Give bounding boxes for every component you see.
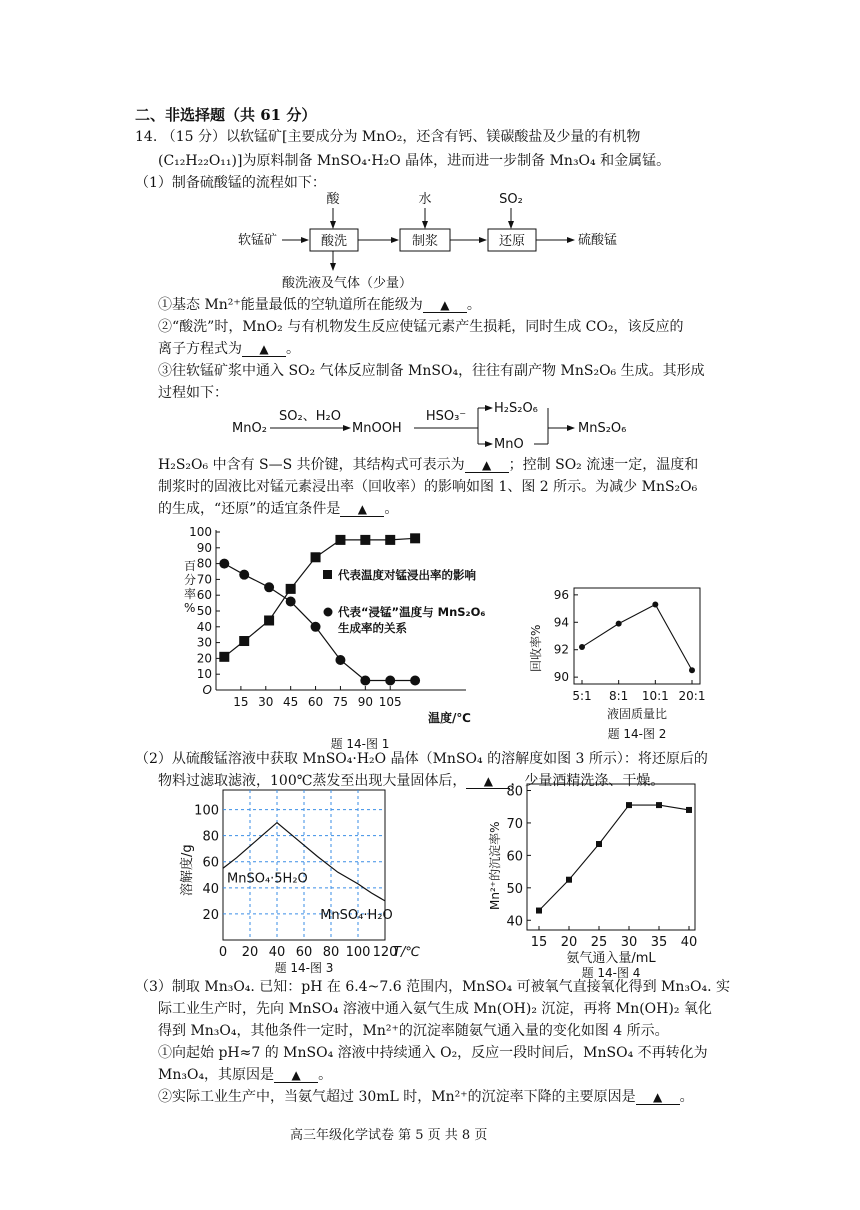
question-1-3b: 过程如下： bbox=[158, 385, 228, 401]
scheme-mns2o6: MnS₂O₆ bbox=[578, 421, 627, 436]
y-tick-label: 80 bbox=[196, 556, 212, 571]
y-tick-label: 70 bbox=[196, 572, 212, 587]
y-axis-label: 溶解度/g bbox=[180, 844, 195, 896]
x-tick-label: 15 bbox=[530, 935, 548, 950]
part2-line1: （2）从硫酸锰溶液中获取 MnSO₄·H₂O 晶体（MnSO₄ 的溶解度如图 3 所示）：将还原后的 bbox=[135, 751, 708, 767]
chart-caption: 题 14-图 4 bbox=[581, 966, 641, 980]
part3-line1: （3）制取 Mn₃O₄. 已知：pH 在 6.4~7.6 范围内，MnSO₄ 可被氧气直接氧化得到 Mn₃O₄. 实 bbox=[135, 979, 730, 995]
flow-start-label: 软锰矿 bbox=[238, 233, 278, 248]
data-point-square bbox=[385, 535, 395, 545]
data-point-circle bbox=[264, 582, 274, 592]
question-intro-line1: 14. （15 分）以软锰矿[主要成分为 MnO₂，还含有钙、镁碳酸盐及少量的有机物 bbox=[135, 129, 641, 145]
y-axis-label: 回收率% bbox=[529, 624, 543, 672]
data-point-circle bbox=[239, 570, 249, 580]
y-tick-label: 10 bbox=[196, 667, 212, 682]
x-tick-label: 20 bbox=[241, 945, 259, 960]
flow-input-water: 水 bbox=[418, 192, 432, 207]
legend-circle-marker bbox=[324, 608, 333, 617]
annotation-pentahydrate: MnSO₄·5H₂O bbox=[227, 871, 308, 887]
x-tick-label: 30 bbox=[258, 695, 274, 709]
plot-frame bbox=[574, 588, 700, 684]
data-point bbox=[656, 802, 662, 808]
data-point-circle bbox=[360, 676, 370, 686]
chart-caption: 题 14-图 3 bbox=[274, 961, 334, 975]
y-tick-label: 100 bbox=[194, 803, 219, 819]
legend-label-2-cont: 生成率的关系 bbox=[338, 621, 407, 635]
flow-input-acid: 酸 bbox=[326, 192, 340, 207]
x-tick-label: 15 bbox=[233, 695, 249, 709]
x-axis-label: 氨气通入量/mL bbox=[566, 951, 656, 966]
y-tick-label: 80 bbox=[506, 784, 523, 800]
x-tick-label: 100 bbox=[345, 945, 371, 960]
y-tick-label: 90 bbox=[553, 670, 569, 685]
flow-byproduct: 酸洗液及气体（少量） bbox=[282, 276, 413, 291]
x-tick-label: 40 bbox=[680, 935, 698, 950]
x-axis-label: T/℃ bbox=[393, 945, 420, 960]
x-tick-label: 40 bbox=[268, 945, 286, 960]
scheme-mno: MnO bbox=[494, 437, 524, 452]
part3-q2: ②实际工业生产中，当氨气超过 30mL 时，Mn²⁺的沉淀率下降的主要原因是 ▲ 。 bbox=[158, 1089, 694, 1105]
x-tick-label: 8:1 bbox=[609, 689, 629, 703]
y-axis-label: 率 bbox=[184, 587, 197, 601]
chart-fig1 bbox=[170, 522, 510, 752]
y-tick-label: 60 bbox=[196, 588, 212, 603]
x-tick-label: 120 bbox=[372, 945, 398, 960]
part1-heading: （1）制备硫酸锰的流程如下： bbox=[135, 175, 326, 191]
question-1-3a: ③往软锰矿浆中通入 SO₂ 气体反应制备 MnSO₄，往往有副产物 MnS₂O₆ 生成。其形成 bbox=[158, 363, 705, 379]
y-tick-label: 100 bbox=[189, 525, 212, 539]
y-tick-label: 60 bbox=[202, 855, 219, 871]
chart-caption: 题 14-图 2 bbox=[607, 727, 667, 741]
data-point-square bbox=[264, 615, 274, 625]
question-intro-line2: (C₁₂H₂₂O₁₁)]为原料制备 MnSO₄·H₂O 晶体，进而进一步制备 Mn₃O₄ 和金属锰。 bbox=[158, 153, 671, 169]
x-tick-label: 90 bbox=[357, 695, 373, 709]
chart-fig2 bbox=[520, 580, 720, 752]
data-point-square bbox=[239, 636, 249, 646]
scheme-mnooh: MnOOH bbox=[352, 421, 402, 436]
y-tick-label: 20 bbox=[196, 651, 212, 666]
data-point-square bbox=[335, 535, 345, 545]
part3-q1-line2: Mn₃O₄，其原因是 ▲ 。 bbox=[158, 1067, 333, 1083]
page-footer: 高三年级化学试卷 第 5 页 共 8 页 bbox=[290, 1128, 488, 1143]
data-point bbox=[566, 877, 572, 883]
part3-line2: 际工业生产时，先向 MnSO₄ 溶液中通入氨气生成 Mn(OH)₂ 沉淀，再将 Mn(OH)₂ 氧化 bbox=[158, 1001, 712, 1017]
data-point-square bbox=[311, 552, 321, 562]
series-line bbox=[539, 805, 689, 910]
chart-caption: 题 14-图 1 bbox=[330, 737, 390, 751]
question-1-2a: ②“酸洗”时，MnO₂ 与有机物发生反应使锰元素产生损耗，同时生成 CO₂，该反应的 bbox=[158, 319, 684, 335]
data-point-circle bbox=[219, 559, 229, 569]
legend-label-1: 代表温度对锰浸出率的影响 bbox=[338, 568, 476, 582]
chart-fig3 bbox=[175, 786, 420, 978]
y-tick-label: 94 bbox=[553, 615, 569, 630]
annotation-monohydrate: MnSO₄·H₂O bbox=[320, 908, 393, 924]
series-line bbox=[582, 604, 692, 670]
data-point bbox=[579, 644, 585, 650]
plot-frame bbox=[527, 784, 695, 930]
part2-line2: 物料过滤取滤液，100℃蒸发至出现大量固体后， ▲ ，少量酒精洗涤、干燥。 bbox=[158, 773, 665, 789]
data-point-circle bbox=[311, 622, 321, 632]
flow-input-so2: SO₂ bbox=[499, 192, 523, 207]
flow-box-reduce: 还原 bbox=[498, 234, 526, 249]
y-tick-label: 92 bbox=[553, 642, 569, 657]
y-axis-label: % bbox=[184, 601, 196, 615]
scheme-h2s2o6: H₂S₂O₆ bbox=[494, 401, 538, 416]
x-tick-label: 0 bbox=[218, 945, 228, 960]
y-tick-label: 40 bbox=[196, 619, 212, 634]
x-tick-label: 80 bbox=[322, 945, 340, 960]
y-tick-label: 50 bbox=[506, 881, 523, 897]
scheme-mno2: MnO₂ bbox=[232, 421, 267, 436]
x-tick-label: 60 bbox=[295, 945, 313, 960]
y-tick-label: 70 bbox=[506, 816, 523, 832]
x-tick-label: 20:1 bbox=[678, 689, 706, 703]
x-tick-label: 5:1 bbox=[572, 689, 592, 703]
data-point bbox=[689, 667, 695, 673]
data-point bbox=[652, 601, 658, 607]
y-tick-label: 90 bbox=[196, 540, 212, 555]
x-tick-label: 75 bbox=[332, 695, 349, 709]
data-point-circle bbox=[385, 676, 395, 686]
chart-fig4 bbox=[485, 780, 710, 978]
y-axis-label: 分 bbox=[184, 573, 197, 587]
question-1-2b: 离子方程式为 ▲ 。 bbox=[158, 341, 300, 357]
y-tick-label: 40 bbox=[202, 881, 219, 897]
data-point-circle bbox=[335, 655, 345, 665]
flow-box-acid-wash: 酸洗 bbox=[320, 234, 348, 249]
data-point-square bbox=[410, 533, 420, 543]
x-tick-label: 25 bbox=[590, 935, 608, 950]
question-1-3d: 制浆时的固液比对锰元素浸出率（回收率）的影响如图 1、图 2 所示。为减少 MnS₂O₆ bbox=[158, 479, 698, 495]
data-point-square bbox=[286, 584, 296, 594]
part3-line3: 得到 Mn₃O₄，其他条件一定时，Mn²⁺的沉淀率随氨气通入量的变化如图 4 所示。 bbox=[158, 1023, 669, 1039]
section-title: 二、非选择题（共 61 分） bbox=[135, 106, 317, 124]
scheme-reagent1: SO₂、H₂O bbox=[279, 409, 341, 424]
y-axis-label: 百 bbox=[184, 559, 197, 573]
x-axis-label: 液固质量比 bbox=[606, 707, 668, 721]
x-axis-label: 温度/℃ bbox=[428, 711, 471, 725]
x-tick-label: 45 bbox=[283, 695, 299, 709]
data-point bbox=[616, 621, 622, 627]
data-point bbox=[626, 802, 632, 808]
y-tick-label: 60 bbox=[506, 849, 523, 865]
data-point-square bbox=[360, 535, 370, 545]
data-point-square bbox=[219, 652, 229, 662]
x-tick-label: 10:1 bbox=[641, 689, 669, 703]
y-tick-label: 20 bbox=[202, 907, 219, 923]
y-tick-label: 80 bbox=[202, 829, 219, 845]
y-tick-label: 30 bbox=[196, 635, 212, 650]
x-tick-label: 35 bbox=[650, 935, 668, 950]
y-tick-label: 96 bbox=[553, 587, 569, 602]
part3-q1-line1: ①向起始 pH≈7 的 MnSO₄ 溶液中持续通入 O₂，反应一段时间后，MnSO₄ 不再转化为 bbox=[158, 1045, 708, 1061]
data-point-circle bbox=[286, 597, 296, 607]
x-tick-label: 20 bbox=[560, 935, 578, 950]
question-1-1: ①基态 Mn²⁺能量最低的空轨道所在能级为 ▲ 。 bbox=[158, 297, 481, 313]
question-1-3e: 的生成，“还原”的适宜条件是 ▲ 。 bbox=[158, 501, 399, 517]
legend-square-marker bbox=[323, 570, 332, 579]
y-tick-label: 40 bbox=[506, 914, 523, 930]
legend-label-2: 代表“浸锰”温度与 MnS₂O₆ bbox=[338, 605, 486, 619]
flow-box-slurry: 制浆 bbox=[411, 234, 439, 249]
question-1-3c: H₂S₂O₆ 中含有 S—S 共价键，其结构式可表示为 ▲ ；控制 SO₂ 流速一定，温度和 bbox=[158, 457, 699, 473]
y-tick-label: O bbox=[202, 683, 212, 697]
flow-end-label: 硫酸锰 bbox=[578, 233, 618, 248]
scheme-reagent2: HSO₃⁻ bbox=[425, 409, 467, 424]
data-point-circle bbox=[410, 676, 420, 686]
x-tick-label: 60 bbox=[307, 695, 324, 709]
data-point bbox=[596, 841, 602, 847]
x-tick-label: 30 bbox=[620, 935, 638, 950]
data-point bbox=[686, 807, 692, 813]
y-tick-label: 50 bbox=[196, 604, 212, 618]
data-point bbox=[536, 908, 542, 914]
y-axis-label: Mn²⁺的沉淀率% bbox=[488, 821, 502, 910]
x-tick-label: 105 bbox=[378, 695, 402, 709]
